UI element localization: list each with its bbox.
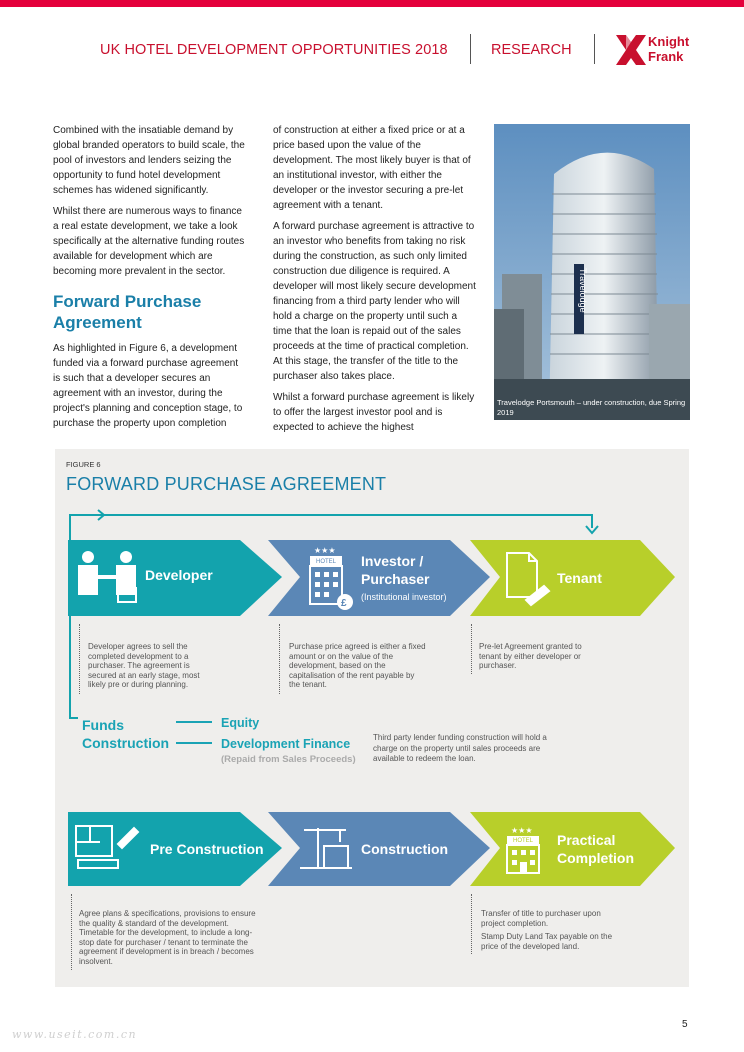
pre-construction-description: Agree plans & specifications, provisions to ensure the quality & standard of the development. Timetable for the development, to include a long-stop date for purchaser / tenant to terminate the agreement if development is in breach / becomes insolvent.	[79, 909, 256, 966]
equity-label: Equity	[221, 716, 260, 730]
pre-construction-label: Pre Construction	[150, 841, 264, 857]
development-finance-label: Development Finance	[221, 737, 351, 751]
leader-line	[79, 624, 80, 694]
paragraph: Whilst there are numerous ways to finance a real estate development, we take a look specifically at the alternative funding routes available for development which are becoming more prevalent in the sector.	[53, 206, 245, 277]
leader-line	[71, 894, 72, 970]
hotel-sign-text: HOTEL	[513, 838, 534, 844]
funds-construction-label: Funds Construction	[82, 717, 170, 751]
svg-text:★★★: ★★★	[314, 546, 336, 555]
tenant-description: Pre-let Agreement granted to tenant by either developer or purchaser.	[479, 642, 582, 670]
funding-description: Third party lender funding construction will hold a charge on the property until sales proceeds are available to redeem the loan.	[373, 733, 547, 763]
svg-text:★★★: ★★★	[511, 826, 533, 835]
paragraph: Whilst a forward purchase agreement is likely to offer the largest investor pool and is expected to achieve the highest	[273, 392, 475, 433]
repaid-note: (Repaid from Sales Proceeds)	[221, 754, 356, 765]
paragraph: Combined with the insatiable demand by global branded operators to build scale, the pool of investors and lenders seizing the opportunity to fund hotel development schemes has widened significantly.	[53, 125, 245, 196]
logo-wordmark: Knight Frank	[648, 34, 690, 64]
tenant-label: Tenant	[557, 570, 602, 586]
watermark: www.useit.com.cn	[12, 1028, 138, 1041]
figure-label: FIGURE 6	[66, 460, 101, 469]
developer-description: Developer agrees to sell the completed development to a purchaser. The agreement is secured at an early stage, most likely pre or during planning.	[88, 642, 200, 689]
investor-label: Investor / Purchaser (Institutional investor)	[361, 553, 447, 602]
page-number: 5	[682, 1019, 688, 1030]
construction-label: Construction	[361, 841, 449, 857]
paragraph: of construction at either a fixed price or at a price based upon the value of the development. The most likely buyer is that of an institutional investor, with either the developer or the investor securing a pre-let agreement with a tenant.	[273, 125, 471, 211]
developer-label: Developer	[145, 567, 213, 583]
figure-title: FORWARD PURCHASE AGREEMENT	[66, 474, 387, 494]
completion-description: Transfer of title to purchaser upon project completion. Stamp Duty Land Tax payable on the price of the developed land.	[481, 909, 613, 951]
paragraph: As highlighted in Figure 6, a development funded via a forward purchase agreement is such that a developer secures an agreement with an investor, during the project's planning and conception stage, to purchase the property upon completion	[53, 343, 243, 429]
section-heading: Forward Purchase Agreement	[53, 292, 202, 332]
investor-description: Purchase price agreed is either a fixed amount or on the value of the development, based on the capitalisation of the rent payable by the tenant.	[289, 642, 426, 689]
practical-completion-label: Practical Completion	[557, 832, 634, 866]
leader-line	[471, 894, 472, 954]
leader-line	[279, 624, 280, 694]
section-label: RESEARCH	[491, 42, 572, 58]
pound-symbol: £	[341, 598, 347, 609]
photo-caption: Travelodge Portsmouth – under construction, due Spring 2019	[497, 398, 686, 417]
report-title: UK HOTEL DEVELOPMENT OPPORTUNITIES 2018	[100, 42, 448, 58]
travelodge-sign: Travelodge	[578, 268, 588, 313]
leader-line	[471, 624, 472, 674]
paragraph: A forward purchase agreement is attractive to an investor who benefits from taking no risk during the construction, as such only limited construction due diligence is required. A developer will most likely secure development financing from a third party lender who will hold a charge on the property until such a time that the loan is repaid out of the sales proceeds at the time of practical completion. At this stage, the transfer of the title to the purchaser also takes place.	[273, 221, 476, 382]
hotel-sign-text: HOTEL	[316, 559, 337, 565]
